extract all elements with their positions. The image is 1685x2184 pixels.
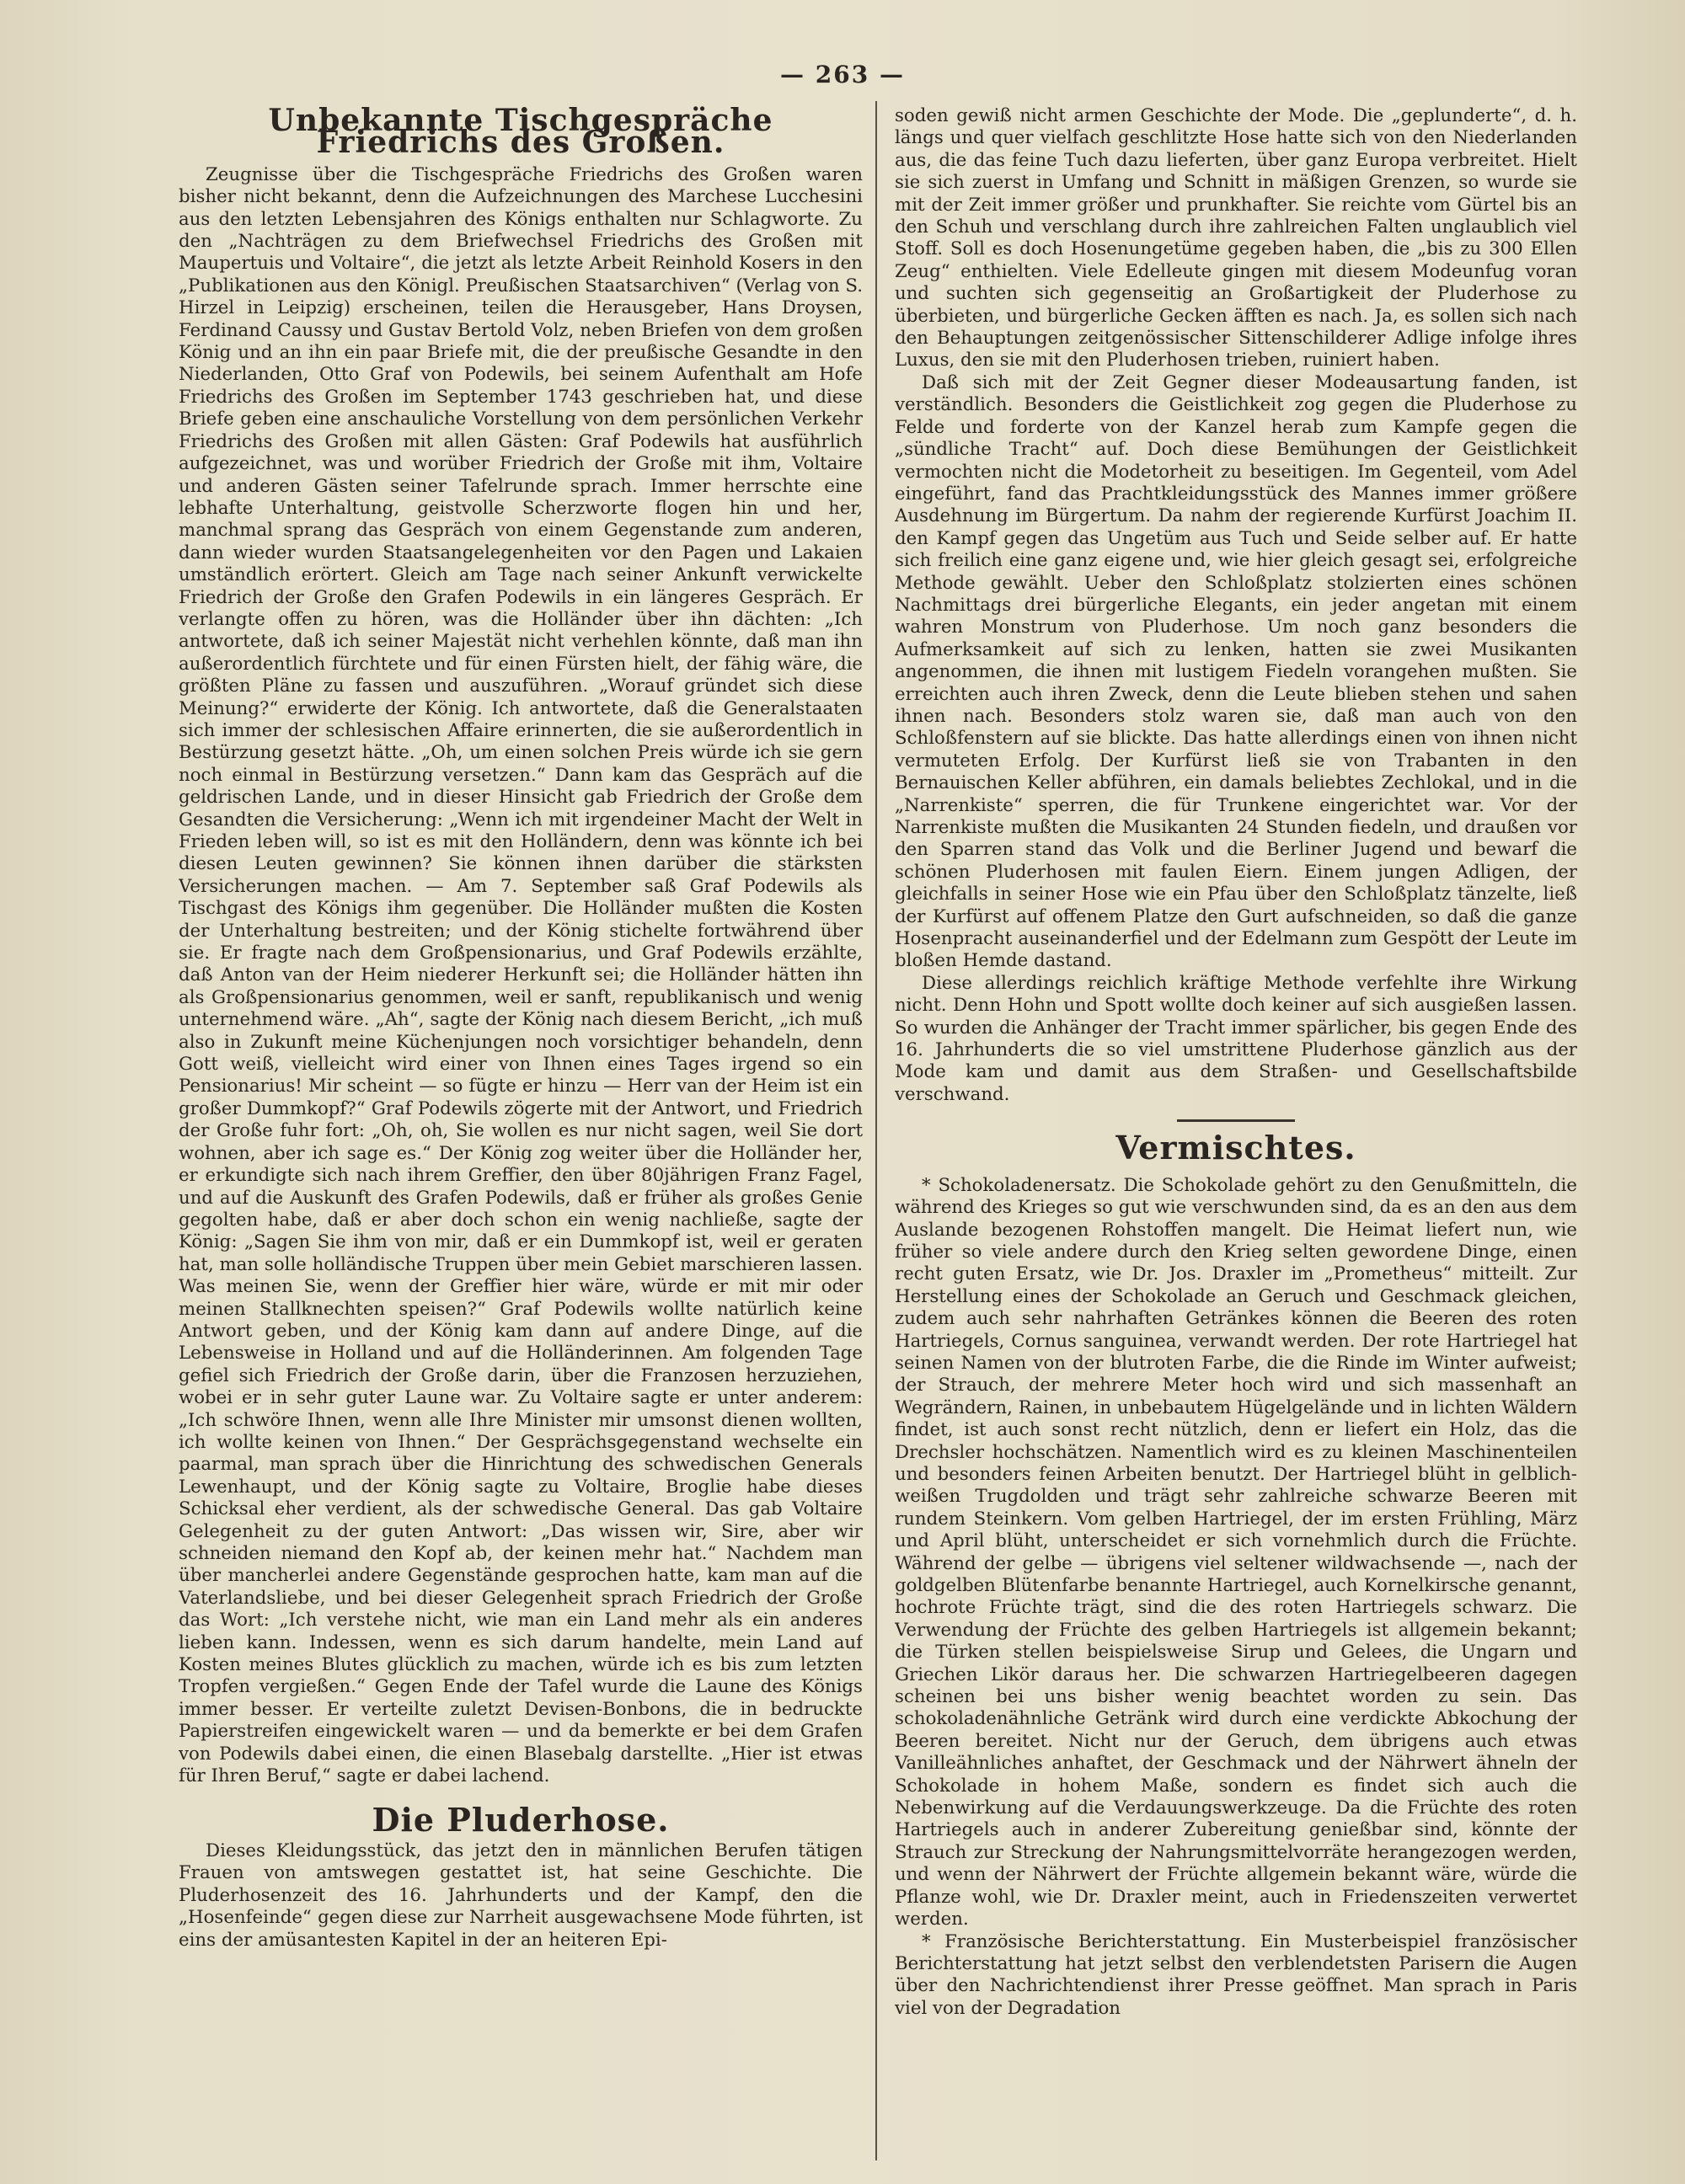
left-column (179, 105, 863, 2169)
article-body-pluderhose-continued: soden gewiß nicht armen Geschichte der Mode. Die „geplunderte“, d. h. längs und quer vielfach geschlitzte Hose hatte sich von den Niederlanden aus, die das feine Tuch dazu lieferten, über ganz Europa verbreitet. Hielt sie sich zuerst in Umfang und Schnitt in mäßigen Grenzen, so wurde sie mit der Zeit immer größer und prunkhafter. Sie reichte vom Gürtel bis an den Schuh und verschlang durch ihre zahlreichen Falten unglaublich viel Stoff. Soll es doch Hosenungetüme gegeben haben, die „bis zu 300 Ellen Zeug“ enthielten. Viele Edelleute gingen mit diesem Modeunfug voran und suchten sich gegenseitig an Großartigkeit der Pluderhose zu überbieten, und bürgerliche Gecken äfften es nach. Ja, es sollen sich nach den Behauptungen zeitgenössischer Sittenschilderer Adlige infolge ihres Luxus, den sie mit den Pluderhosen trieben, ruiniert haben. (895, 105, 1577, 371)
right-column (895, 105, 1577, 2169)
article-body-pluderhose-start: Dieses Kleidungsstück, das jetzt den in männlichen Berufen tätigen Frauen von amtswegen gestattet ist, hat seine Geschichte. Die Pluderhosenzeit des 16. Jahrhunderts und der Kampf, den die „Hosenfeinde“ gegen diese zur Narrheit ausgewachsene Mode führten, ist eins der amüsantesten Kapitel in der an heiteren Epi- (179, 1840, 863, 1951)
article-title-tischgespraeche: Unbekannte Tischgespräche Friedrichs des Großen. (268, 105, 773, 161)
article-title-pluderhose: Die Pluderhose. (372, 1801, 670, 1840)
article-title-vermischtes: Vermischtes. (1115, 1129, 1356, 1167)
article-body-pluderhose-paragraph-3: Diese allerdings reichlich kräftige Methode verfehlte ihre Wirkung nicht. Denn Hohn und Spott wollte doch keiner auf sich ausgießen lassen. So wurden die Anhänger der Tracht immer spärlicher, bis gegen Ende des 16. Jahrhunderts die so viel umstrittene Pluderhose gänzlich aus der Mode kam und damit aus dem Straßen- und Gesellschaftsbilde verschwand. (895, 972, 1577, 1105)
article-body-schokoladenersatz: * Schokoladenersatz. Die Schokolade gehört zu den Genußmitteln, die während des Krieges so gut wie verschwunden sind, da es an den aus dem Auslande bezogenen Rohstoffen mangelt. Die Heimat liefert nun, wie früher so viele andere durch den Krieg selten gewordene Dinge, einen recht guten Ersatz, wie Dr. Jos. Draxler im „Prometheus“ mitteilt. Zur Herstellung eines der Schokolade an Geruch und Geschmack gleichen, zudem auch sehr nahrhaften Getränkes können die Beeren des roten Hartriegels, Cornus sanguinea, verwandt werden. Der rote Hartriegel hat seinen Namen von der blutroten Farbe, die die Rinde im Winter aufweist; der Strauch, der mehrere Meter hoch wird und sich massenhaft an Wegrändern, Rainen, in unbebautem Hügelgelände und in lichten Wäldern findet, ist auch sonst recht nützlich, denn er liefert ein Holz, das die Drechsler hochschätzen. Namentlich wird es zu kleinen Maschinenteilen und besonders feinen Arbeiten benutzt. Der Hartriegel blüht in gelblich-weißen Trugdolden und trägt sehr zahlreiche schwarze Beeren mit rundem Steinkern. Vom gelben Hartriegel, der im ersten Frühling, März und April blüht, unterscheidet er sich vornehmlich durch die Früchte. Während der gelbe — übrigens viel seltener wildwachsende —, nach der goldgelben Blütenfarbe benannte Hartriegel, auch Kornelkirsche genannt, hochrote Früchte trägt, sind die des roten Hartriegels schwarz. Die Verwendung der Früchte des gelben Hartriegels ist allgemein bekannt; die Türken stellen beispielsweise Sirup und Gelees, die Ungarn und Griechen Likör daraus her. Die schwarzen Hartriegelbeeren dagegen scheinen bei uns bisher wenig beachtet worden zu sein. Das schokoladenähnliche Getränk wird durch eine verdickte Abkochung der Beeren bereitet. Nicht nur der Geruch, dem übrigens auch etwas Vanilleähnliches anhaftet, der Geschmack und der Nährwert ähneln der Schokolade in hohem Maße, sondern es findet sich auch die Nebenwirkung auf die Verdauungswerkzeuge. Da die Früchte des roten Hartriegels auch in anderer Zubereitung genießbar sind, könnte der Strauch zur Streckung der Nahrungsmittelvorräte herangezogen werden, und wenn der Nährwert der Früchte allgemein bekannt wäre, würde die Pflanze wohl, wie Dr. Draxler meint, auch in Friedenszeiten verwertet werden. (895, 1174, 1577, 1930)
page-number: — 263 — (780, 61, 905, 88)
article-body-pluderhose-paragraph-2: Daß sich mit der Zeit Gegner dieser Modeausartung fanden, ist verständlich. Besonders die Geistlichkeit zog gegen die Pluderhose zu Felde und forderte von der Kanzel herab zum Kampfe gegen die „sündliche Tracht“ auf. Doch diese Bemühungen der Geistlichkeit vermochten nicht die Modetorheit zu beseitigen. Im Gegenteil, vom Adel eingeführt, fand das Prachtkleidungsstück des Mannes immer größere Ausdehnung im Bürgertum. Da nahm der regierende Kurfürst Joachim II. den Kampf gegen das Ungetüm aus Tuch und Seide selber auf. Er hatte sich freilich eine ganz eigene und, wie hier gleich gesagt sei, erfolgreiche Methode gewählt. Ueber den Schloßplatz stolzierten eines schönen Nachmittags drei bürgerliche Elegants, ein jeder angetan mit einem wahren Monstrum von Pluderhose. Um noch ganz besonders die Aufmerksamkeit auf sich zu lenken, hatten sie zwei Musikanten angenommen, die ihnen mit lustigem Fiedeln vorangehen mußten. Sie erreichten auch ihren Zweck, denn die Leute blieben stehen und sahen ihnen nach. Besonders stolz waren sie, daß man auch von den Schloßfenstern auf sie blickte. Das hatte allerdings einen von ihnen nicht vermuteten Erfolg. Der Kurfürst ließ sie von Trabanten in den Bernauischen Keller abführen, ein damals beliebtes Zechlokal, und in die „Narrenkiste“ sperren, die für Trunkene eingerichtet war. Vor der Narrenkiste mußten die Musikanten 24 Stunden fiedeln, und draußen vor den Sparren stand das Volk und die Berliner Jugend und bewarf die schönen Pluderhosen mit faulen Eiern. Einem jungen Adligen, der gleichfalls in seiner Hose wie ein Pfau über den Schloßplatz tänzelte, ließ der Kurfürst auf offenem Platze den Gurt aufschneiden, so daß die ganze Hosenpracht auseinanderfiel und der Edelmann zum Gespött der Leute im bloßen Hemde dastand. (895, 371, 1577, 972)
column-divider (875, 101, 877, 2160)
article-body-tischgespraeche: Zeugnisse über die Tischgespräche Friedrichs des Großen waren bisher nicht bekannt, denn die Aufzeichnungen des Marchese Lucchesini aus den letzten Lebensjahren des Königs enthalten nur Schlagworte. Zu den „Nachträgen zu dem Briefwechsel Friedrichs des Großen mit Maupertuis und Voltaire“, die jetzt als letzte Arbeit Reinhold Kosers in den „Publikationen aus den Königl. Preußischen Staatsarchiven“ (Verlag von S. Hirzel in Leipzig) erscheinen, teilen die Herausgeber, Hans Droysen, Ferdinand Caussy und Gustav Bertold Volz, neben Briefen von dem großen König und an ihn ein paar Briefe mit, die der preußische Gesandte in den Niederlanden, Otto Graf von Podewils, bei seinem Aufenthalt am Hofe Friedrichs des Großen im September 1743 geschrieben hat, und diese Briefe geben eine anschauliche Vorstellung von dem persönlichen Verkehr Friedrichs des Großen mit allen Gästen: Graf Podewils hat ausführlich aufgezeichnet, was und worüber Friedrich der Große mit ihm, Voltaire und anderen Gästen seiner Tafelrunde sprach. Immer herrschte eine lebhafte Unterhaltung, geistvolle Scherzworte flogen hin und her, manchmal sprang das Gespräch von einem Gegenstande zum anderen, dann wieder wurden Staatsangelegenheiten vor den Pagen und Lakaien umständlich erörtert. Gleich am Tage nach seiner Ankunft verwickelte Friedrich der Große den Grafen Podewils in ein längeres Gespräch. Er verlangte offen zu hören, was die Holländer über ihn dächten: „Ich antwortete, daß ich seiner Majestät nicht verhehlen könnte, daß man ihn außerordentlich fürchtete und für einen Fürsten hielt, der fähig wäre, die größten Pläne zu fassen und auszuführen. „Worauf gründet sich diese Meinung?“ erwiderte der König. Ich antwortete, daß die Generalstaaten sich immer der schlesischen Affaire erinnerten, die sie außerordentlich in Bestürzung gesetzt hätte. „Oh, um einen solchen Preis würde ich sie gern noch einmal in Bestürzung versetzen.“ Dann kam das Gespräch auf die geldrischen Lande, und in dieser Hinsicht gab Friedrich der Große dem Gesandten die Versicherung: „Wenn ich mit irgendeiner Macht der Welt in Frieden leben will, so ist es mit den Holländern, denn was könnte ich bei diesen Leuten gewinnen? Sie können ihnen darüber die stärksten Versicherungen machen. — Am 7. September saß Graf Podewils als Tischgast des Königs ihm gegenüber. Die Holländer mußten die Kosten der Unterhaltung bestreiten; und der König stichelte fortwährend über sie. Er fragte nach dem Großpensionarius, und Graf Podewils erzählte, daß Anton van der Heim niederer Herkunft sei; die Holländer hätten ihn als Großpensionarius genommen, weil er sanft, republikanisch und wenig unternehmend wäre. „Ah“, sagte der König nach diesem Bericht, „ich muß also in Zukunft meine Küchenjungen noch vorsichtiger behandeln, denn Gott weiß, vielleicht wird einer von Ihnen eines Tages irgend so ein Pensionarius! Mir scheint — so fügte er hinzu — Herr van der Heim ist ein großer Dummkopf?“ Graf Podewils zögerte mit der Antwort, und Friedrich der Große fuhr fort: „Oh, oh, Sie wollen es nur nicht sagen, weil Sie dort wohnen, aber ich sage es.“ Der König zog weiter über die Holländer her, er erkundigte sich nach ihrem Greffier, den über 80jährigen Franz Fagel, und auf die Auskunft des Grafen Podewils, daß er früher als großes Genie gegolten habe, daß er aber doch schon ein wenig nachließe, sagte der König: „Sagen Sie ihm von mir, daß er ein Dummkopf ist, weil er geraten hat, man solle holländische Truppen über mein Gebiet marschieren lassen. Was meinen Sie, wenn der Greffier hier wäre, würde er mit mir oder meinen Stallknechten speisen?“ Graf Podewils wollte natürlich keine Antwort geben, und der König kam dann auf andere Dinge, auf die Lebensweise in Holland und auf die Holländerinnen. Am folgenden Tage gefiel sich Friedrich der Große darin, über die Franzosen herzuziehen, wobei er in sehr guter Laune war. Zu Voltaire sagte er unter anderem: „Ich schwöre Ihnen, wenn alle Ihre Minister mir umsonst dienen wollten, ich wollte keinen von Ihnen.“ Der Gesprächsgegenstand wechselte ein paarmal, man sprach über die Hinrichtung des schwedischen Generals Lewenhaupt, und der König sagte zu Voltaire, Broglie habe dieses Schicksal eher verdient, als der schwedische General. Das gab Voltaire Gelegenheit zu der guten Antwort: „Das wissen wir, Sire, aber wir schneiden niemand den Kopf ab, der keinen mehr hat.“ Nachdem man über mancherlei andere Gegenstände gesprochen hatte, kam man auf die Vaterlandsliebe, und bei dieser Gelegenheit sprach Friedrich der Große das Wort: „Ich verstehe nicht, wie man ein Land mehr als ein anderes lieben kann. Indessen, wenn es sich darum handelte, mein Land auf Kosten meines Blutes glücklich zu machen, würde ich es bis zum letzten Tropfen vergießen.“ Gegen Ende der Tafel wurde die Laune des Königs immer besser. Er verteilte zuletzt Devisen-Bonbons, die in bedruckte Papierstreifen eingewickelt waren — und da bemerkte er bei dem Grafen von Podewils dabei einen, die einen Blasebalg darstellte. „Hier ist etwas für Ihren Beruf,“ sagte er dabei lachend. (179, 163, 863, 1787)
section-divider (1177, 1119, 1295, 1122)
article-body-berichterstattung: * Französische Berichterstattung. Ein Musterbeispiel französischer Berichterstattung hat jetzt selbst den verblendetsten Parisern die Augen über den Nachrichtendienst ihrer Presse geöffnet. Man sprach in Paris viel von der Degradation (895, 1930, 1577, 2019)
